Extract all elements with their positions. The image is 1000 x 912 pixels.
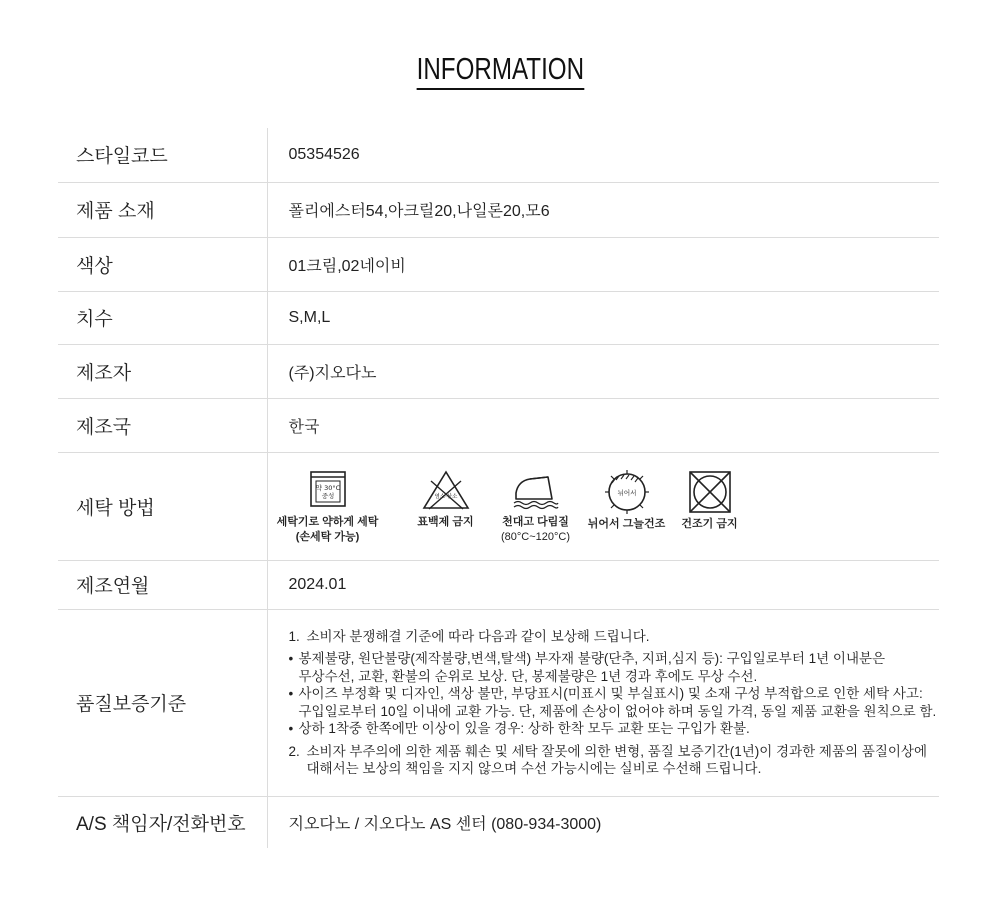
wash-item-label [501, 515, 570, 545]
wash-item-label [277, 515, 379, 545]
quality-bullet-text [299, 720, 750, 738]
no-bleach-icon-text: 염소·산소 [433, 494, 458, 500]
row-date [58, 560, 939, 609]
material-value: 폴리에스터54,아크릴20,나일론20,모6 [288, 203, 550, 220]
wring-shade-dry-icon [604, 469, 650, 515]
wash-item-label-line: (80°C~120°C) [500, 531, 571, 543]
page-title: INFORMATION [416, 52, 583, 90]
wash-item-label: 건조기 금지 [681, 518, 738, 530]
material-label: 제품 소재 [58, 182, 267, 237]
row-as [58, 796, 939, 848]
quality-text [289, 628, 940, 778]
quality-item-line: 대해서는 보상의 책임을 지지 않으며 수선 가능시에는 실비로 수선해 드립니다. [306, 761, 762, 776]
wash-item-label-line: (손세탁 가능) [295, 531, 360, 543]
no-bleach-icon [421, 469, 471, 511]
row-country [58, 398, 939, 452]
wash-item-label-line: 세탁기로 약하게 세탁 [276, 516, 379, 528]
quality-bullet [289, 720, 940, 738]
wash-icons [276, 467, 940, 545]
quality-bullet-line: 상하 1착중 한쪽에만 이상이 있을 경우: 상하 한착 모두 교환 또는 구입가 환불. [298, 721, 750, 736]
size-label: 치수 [58, 291, 267, 344]
wash-item-hand-wash [268, 469, 388, 545]
color-label: 색상 [58, 237, 267, 291]
as-label: A/S 책임자/전화번호 [58, 796, 267, 848]
quality-item-line: 소비자 부주의에 의한 제품 훼손 및 세탁 잘못에 의한 변형, 품질 보증기간(1년)이 경과한 제품의 품질이상에 [306, 743, 927, 759]
row-material [58, 182, 939, 237]
date-value: 2024.01 [288, 575, 347, 593]
wash-item-iron [491, 469, 581, 545]
quality-item-text: 소비자 분쟁해결 기준에 따라 다음과 같이 보상해 드립니다. [306, 628, 650, 644]
quality-bullet-text [299, 650, 886, 685]
hand-wash-neutral-text: 중성 [321, 492, 334, 500]
quality-bullet [289, 650, 940, 685]
quality-item-2 [289, 743, 940, 778]
row-maker [58, 344, 939, 398]
quality-item-number: 2. [288, 743, 300, 759]
maker-label: 제조자 [58, 344, 267, 398]
no-tumble-dry-icon [686, 469, 734, 515]
wash-item-label-line: 천대고 다림질 [502, 516, 569, 528]
quality-item-number: 1. [288, 628, 300, 644]
quality-bullet-line: 사이즈 부정확 및 디자인, 색상 불만, 부당표시(미표시 및 부실표시) 및 소재 구성 부적합으로 인한 세탁 사고: [298, 686, 923, 701]
country-label: 제조국 [58, 398, 267, 452]
maker-value: (주)지오다노 [288, 364, 377, 382]
country-value: 한국 [288, 418, 320, 436]
quality-bullet-text [299, 685, 937, 720]
bullet-mark: • [288, 651, 294, 666]
quality-item-1 [289, 628, 940, 646]
wash-item-no-bleach [405, 469, 487, 530]
wash-label: 세탁 방법 [58, 452, 267, 560]
bullet-mark: • [288, 686, 294, 701]
style-code-label: 스타일코드 [58, 128, 267, 182]
wash-item-no-dryer [669, 469, 751, 532]
row-wash [58, 452, 939, 560]
style-code-value: 05354526 [288, 145, 360, 163]
hand-wash-30-icon [308, 469, 348, 509]
hand-wash-temp-text: 약 30°C [315, 484, 340, 492]
info-table [58, 128, 939, 848]
wash-value [267, 452, 939, 560]
color-value: 01크림,02네이비 [288, 257, 406, 275]
row-style-code [58, 128, 939, 182]
title-wrap [0, 52, 1000, 90]
wash-item-label: 표백제 금지 [417, 516, 474, 528]
quality-label: 품질보증기준 [58, 609, 267, 796]
row-size [58, 291, 939, 344]
quality-item-text [307, 743, 927, 778]
row-color [58, 237, 939, 291]
quality-value [267, 609, 939, 796]
as-value: 지오다노 / 지오다노 AS 센터 (080-934-3000) [288, 815, 602, 833]
wash-item-shade-dry [581, 469, 673, 532]
quality-bullet-line: 봉제불량, 원단불량(제작불량,변색,탈색) 부자재 불량(단추, 지퍼,심지 등): 구입일로부터 1년 이내분은 [298, 651, 886, 666]
iron-cloth-icon [512, 469, 560, 511]
quality-bullet-line: 무상수선, 교환, 환불의 순위로 보상. 단, 봉제불량은 1년 경과 후에도 무상 수선. [298, 668, 758, 684]
quality-bullet-line: 구입일로부터 10일 이내에 교환 가능. 단, 제품에 손상이 없어야 하며 동일 가격, 동일 제품 교환을 원칙으로 함. [298, 703, 937, 719]
size-value: S,M,L [288, 308, 331, 326]
row-quality [58, 609, 939, 796]
wash-item-label: 뉘어서 그늘건조 [587, 518, 666, 530]
quality-bullet [289, 685, 940, 720]
bullet-mark: • [288, 721, 294, 736]
shade-dry-icon-text: 뉘어서 [617, 489, 636, 497]
date-label: 제조연월 [58, 560, 267, 609]
